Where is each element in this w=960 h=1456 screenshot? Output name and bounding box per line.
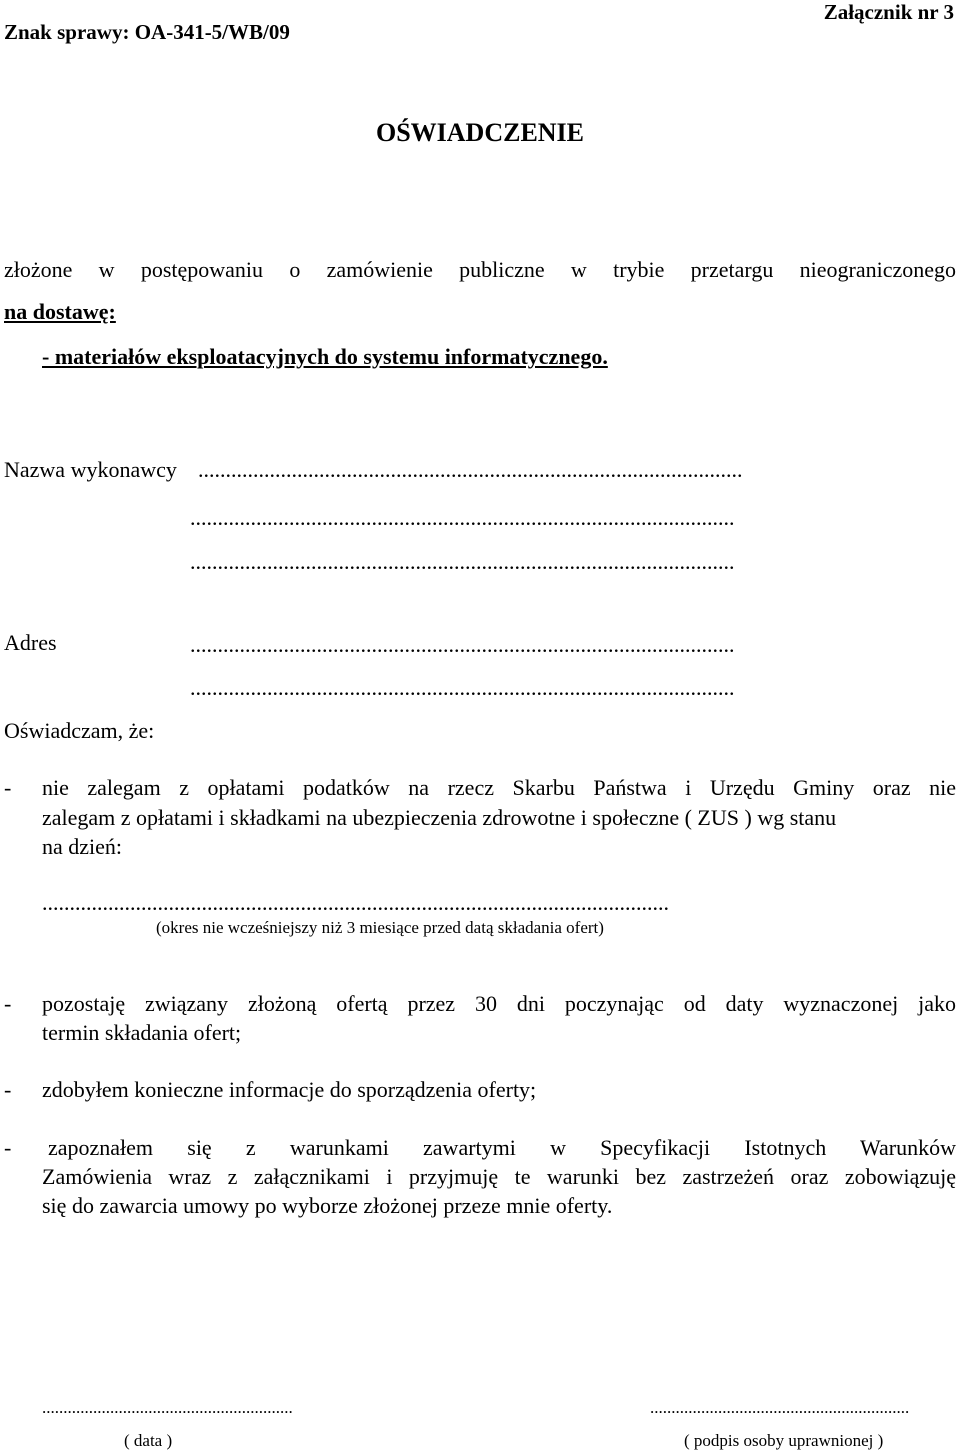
date-dots: .................................................................................................................. <box>42 890 669 915</box>
contractor-name-dots-2: ................................................................................................... <box>190 505 735 530</box>
contractor-name-dots-3: ................................................................................................... <box>190 549 735 574</box>
item-4-line-3: się do zawarcia umowy po wyborze złożonej przeze mnie oferty. <box>42 1193 613 1218</box>
contractor-name-dots-1: ................................................................................................... <box>198 457 743 482</box>
signature-label: ( podpis osoby uprawnionej ) <box>684 1431 884 1450</box>
intro-line-3: - materiałów eksploatacyjnych do systemu informatycznego. <box>42 344 608 369</box>
contractor-name-label: Nazwa wykonawcy <box>4 457 177 482</box>
item-4-line-1: zapoznałem się z warunkami zawartymi w Specyfikacji Istotnych Warunków <box>48 1135 956 1160</box>
item-2-line-2: termin składania ofert; <box>42 1020 242 1045</box>
case-number: Znak sprawy: OA-341-5/WB/09 <box>4 20 290 44</box>
item-3-dash: - <box>4 1077 12 1102</box>
page-title: OŚWIADCZENIE <box>375 118 585 147</box>
intro-line-1: złożone w postępowaniu o zamówienie publiczne w trybie przetargu nieograniczonego <box>4 257 956 282</box>
item-3-line-1: zdobyłem konieczne informacje do sporządzenia oferty; <box>42 1077 537 1102</box>
item-1-line-2: zalegam z opłatami i składkami na ubezpieczenia zdrowotne i społeczne ( ZUS ) wg stanu <box>42 805 837 830</box>
date-signature-label: ( data ) <box>124 1431 173 1450</box>
date-signature-dots: ........................................................... <box>42 1398 293 1417</box>
declaration-label: Oświadczam, że: <box>4 718 155 743</box>
address-dots-1: ................................................................................................... <box>190 632 735 657</box>
item-1-line-1: nie zalegam z opłatami podatków na rzecz Skarbu Państwa i Urzędu Gminy oraz nie <box>42 775 956 800</box>
address-dots-2: ................................................................................................... <box>190 675 735 700</box>
address-label: Adres <box>4 630 57 655</box>
item-4-dash: - <box>4 1135 12 1160</box>
attachment-label: Załącznik nr 3 <box>823 0 954 24</box>
item-4-line-2: Zamówienia wraz z załącznikami i przyjmuję te warunki bez zastrzeżeń oraz zobowiązuję <box>42 1164 956 1189</box>
signature-dots: ............................................................. <box>650 1398 910 1417</box>
item-1-dash: - <box>4 775 12 800</box>
intro-line-2: na dostawę: <box>4 299 116 324</box>
item-2-dash: - <box>4 991 12 1016</box>
item-1-line-3: na dzień: <box>42 834 123 859</box>
item-2-line-1: pozostaję związany złożoną ofertą przez 30 dni poczynając od daty wyznaczonej jako <box>42 991 956 1016</box>
date-note: (okres nie wcześniejszy niż 3 miesiące przed datą składania ofert) <box>156 918 604 937</box>
